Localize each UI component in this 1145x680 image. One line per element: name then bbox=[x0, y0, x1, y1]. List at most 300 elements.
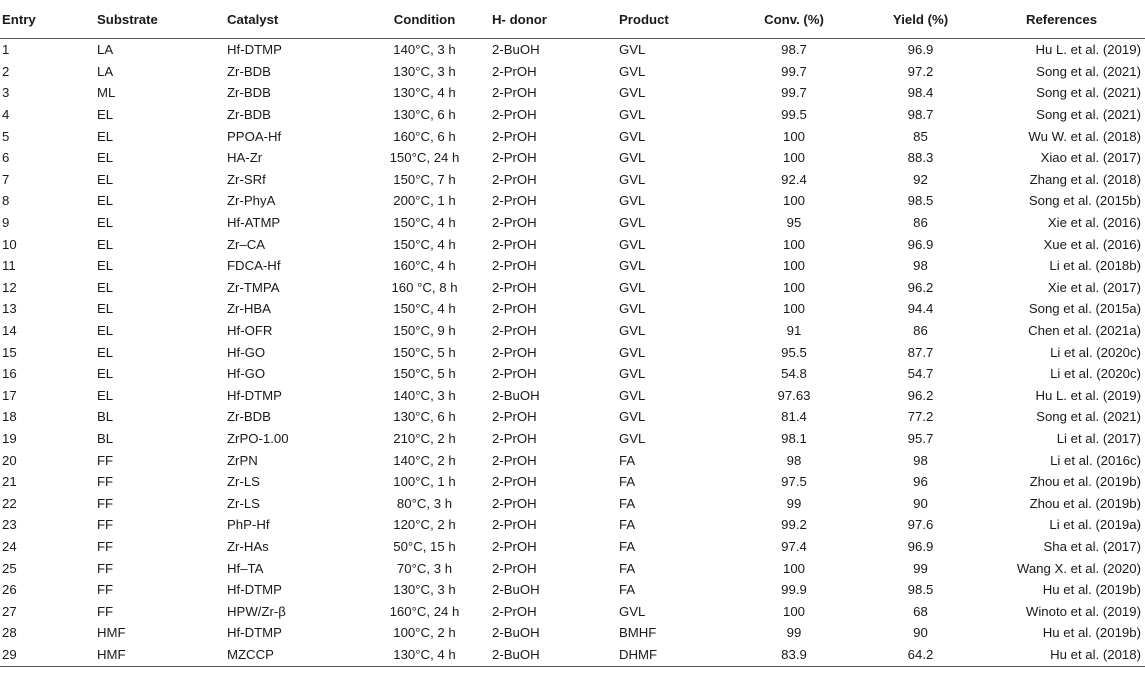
table-row bbox=[0, 428, 1145, 450]
h-donor-cell: 2-PrOH bbox=[492, 474, 537, 490]
reference-cell: Song et al. (2021) bbox=[1036, 409, 1141, 425]
substrate-cell: EL bbox=[97, 301, 114, 317]
table-row bbox=[0, 169, 1145, 191]
condition-cell: 130°C, 4 h bbox=[393, 85, 456, 101]
substrate-cell: EL bbox=[97, 366, 114, 382]
reference-cell: Chen et al. (2021a) bbox=[1028, 323, 1141, 339]
reference-cell: Li et al. (2017) bbox=[1056, 430, 1141, 446]
header-references: References bbox=[982, 0, 1145, 39]
substrate-cell: EL bbox=[97, 128, 114, 144]
table-row bbox=[0, 644, 1145, 667]
h-donor-cell: 2-PrOH bbox=[492, 344, 537, 360]
substrate-cell: EL bbox=[97, 344, 114, 360]
catalyst-cell: Zr-SRf bbox=[227, 171, 266, 187]
reference-cell: Hu et al. (2019b) bbox=[1042, 582, 1141, 598]
table-row bbox=[0, 385, 1145, 407]
h-donor-cell: 2-PrOH bbox=[492, 560, 537, 576]
table-row bbox=[0, 104, 1145, 126]
substrate-cell: EL bbox=[97, 107, 114, 123]
condition-cell: 150°C, 7 h bbox=[393, 171, 456, 187]
condition-cell: 150°C, 4 h bbox=[393, 236, 456, 252]
reference-cell: Li et al. (2020c) bbox=[1050, 366, 1141, 382]
substrate-cell: BL bbox=[97, 409, 114, 425]
reference-cell: Sha et al. (2017) bbox=[1043, 538, 1141, 554]
table-row bbox=[0, 125, 1145, 147]
reference-cell: Li et al. (2018b) bbox=[1049, 258, 1141, 274]
condition-cell: 150°C, 24 h bbox=[389, 150, 460, 166]
conversion-cell: 100 bbox=[782, 128, 805, 144]
catalyst-cell: Hf-DTMP bbox=[227, 625, 282, 641]
yield-cell: 96 bbox=[913, 474, 928, 490]
condition-cell: 150°C, 4 h bbox=[393, 215, 456, 231]
table-row bbox=[0, 449, 1145, 471]
yield-cell: 96.9 bbox=[907, 42, 934, 58]
catalyst-cell: Zr–CA bbox=[227, 236, 266, 252]
condition-cell: 120°C, 2 h bbox=[393, 517, 456, 533]
entry-cell: 16 bbox=[2, 366, 17, 382]
table-row bbox=[0, 514, 1145, 536]
entry-cell: 5 bbox=[2, 128, 10, 144]
entry-cell: 20 bbox=[2, 452, 17, 468]
catalyst-cell: Hf-GO bbox=[227, 344, 266, 360]
h-donor-cell: 2-PrOH bbox=[492, 603, 537, 619]
entry-cell: 17 bbox=[2, 387, 17, 403]
conversion-cell: 100 bbox=[782, 560, 805, 576]
substrate-cell: FF bbox=[97, 517, 114, 533]
h-donor-cell: 2-PrOH bbox=[492, 323, 537, 339]
h-donor-cell: 2-PrOH bbox=[492, 409, 537, 425]
h-donor-cell: 2-BuOH bbox=[492, 42, 540, 58]
h-donor-cell: 2-PrOH bbox=[492, 495, 537, 511]
reference-cell: Zhou et al. (2019b) bbox=[1029, 495, 1141, 511]
conversion-cell: 100 bbox=[782, 301, 805, 317]
yield-cell: 96.2 bbox=[907, 387, 934, 403]
conversion-cell: 98 bbox=[786, 452, 802, 468]
reference-cell: Xie et al. (2016) bbox=[1047, 215, 1141, 231]
h-donor-cell: 2-BuOH bbox=[492, 644, 619, 667]
yield-cell: 90 bbox=[913, 625, 928, 641]
yield-cell: 97.2 bbox=[907, 63, 934, 79]
header-row bbox=[0, 0, 1145, 39]
header-substrate: Substrate bbox=[97, 0, 227, 39]
conversion-cell: 97.5 bbox=[781, 474, 807, 490]
product-cell: FA bbox=[619, 474, 636, 490]
product-cell: FA bbox=[619, 560, 636, 576]
substrate-cell: FF bbox=[97, 474, 114, 490]
yield-cell: 68 bbox=[913, 603, 928, 619]
table-row bbox=[0, 536, 1145, 558]
entry-cell: 18 bbox=[2, 409, 17, 425]
yield-cell: 96.9 bbox=[907, 236, 934, 252]
entry-cell: 19 bbox=[2, 430, 17, 446]
table-row bbox=[0, 255, 1145, 277]
yield-cell: 98 bbox=[913, 258, 928, 274]
condition-cell: 70°C, 3 h bbox=[396, 560, 453, 576]
entry-cell: 27 bbox=[2, 603, 17, 619]
table-row bbox=[0, 557, 1145, 579]
condition-cell: 100°C, 1 h bbox=[393, 474, 456, 490]
catalyst-cell: Zr-BDB bbox=[227, 409, 271, 425]
condition-cell: 140°C, 2 h bbox=[393, 452, 456, 468]
catalyst-cell: Zr-TMPA bbox=[227, 279, 280, 295]
catalyst-cell: Zr-LS bbox=[227, 474, 260, 490]
conversion-cell: 54.8 bbox=[781, 366, 807, 382]
entry-cell: 9 bbox=[2, 215, 10, 231]
table-row bbox=[0, 277, 1145, 299]
yield-cell: 54.7 bbox=[907, 366, 934, 382]
yield-cell: 88.3 bbox=[907, 150, 934, 166]
conversion-cell: 95 bbox=[786, 215, 802, 231]
header-catalyst: Catalyst bbox=[227, 0, 357, 39]
conversion-cell: 91 bbox=[786, 323, 802, 339]
yield-cell: 98.5 bbox=[907, 193, 934, 209]
condition-cell: 130°C, 6 h bbox=[393, 409, 456, 425]
header-conversion: Conv. (%) bbox=[729, 0, 859, 39]
yield-cell: 96.2 bbox=[907, 279, 934, 295]
h-donor-cell: 2-PrOH bbox=[492, 366, 537, 382]
substrate-cell: LA bbox=[97, 63, 114, 79]
yield-cell: 94.4 bbox=[907, 301, 934, 317]
conversion-cell: 92.4 bbox=[781, 171, 807, 187]
catalyst-cell: Zr-PhyA bbox=[227, 193, 276, 209]
entry-cell: 7 bbox=[2, 171, 10, 187]
entry-cell: 2 bbox=[2, 63, 10, 79]
h-donor-cell: 2-PrOH bbox=[492, 107, 537, 123]
entry-cell: 11 bbox=[2, 258, 16, 274]
reference-cell: Song et al. (2021) bbox=[1036, 107, 1141, 123]
yield-cell: 99 bbox=[913, 560, 928, 576]
conversion-cell: 98.7 bbox=[781, 42, 807, 58]
substrate-cell: HMF bbox=[97, 644, 227, 667]
product-cell: GVL bbox=[619, 236, 646, 252]
catalyst-cell: Hf-OFR bbox=[227, 323, 273, 339]
product-cell: GVL bbox=[619, 258, 646, 274]
table-row bbox=[0, 61, 1145, 83]
product-cell: GVL bbox=[619, 603, 646, 619]
reference-cell: Song et al. (2021) bbox=[1036, 63, 1141, 79]
substrate-cell: EL bbox=[97, 279, 114, 295]
entry-cell: 14 bbox=[2, 323, 17, 339]
catalyst-cell: PPOA-Hf bbox=[227, 128, 282, 144]
reference-cell: Wu W. et al. (2018) bbox=[1028, 128, 1141, 144]
table-row bbox=[0, 39, 1145, 61]
conversion-cell: 100 bbox=[782, 150, 805, 166]
conversion-cell: 99.5 bbox=[781, 107, 807, 123]
reference-cell: Zhang et al. (2018) bbox=[1029, 171, 1141, 187]
entry-cell: 13 bbox=[2, 301, 17, 317]
entry-cell: 25 bbox=[2, 560, 17, 576]
yield-cell: 95.7 bbox=[907, 430, 934, 446]
product-cell: FA bbox=[619, 538, 636, 554]
table-row bbox=[0, 147, 1145, 169]
yield-cell: 64.2 bbox=[859, 644, 982, 667]
reference-cell: Song et al. (2015a) bbox=[1028, 301, 1141, 317]
reference-cell: Hu L. et al. (2019) bbox=[1035, 42, 1141, 58]
table-row bbox=[0, 82, 1145, 104]
condition-cell: 130°C, 6 h bbox=[393, 107, 456, 123]
reference-cell: Li et al. (2020c) bbox=[1050, 344, 1141, 360]
conversion-cell: 98.1 bbox=[781, 430, 807, 446]
entry-cell: 24 bbox=[2, 538, 17, 554]
conversion-cell: 100 bbox=[782, 193, 805, 209]
reference-cell: Xue et al. (2016) bbox=[1043, 236, 1141, 252]
header-yield: Yield (%) bbox=[859, 0, 982, 39]
catalyst-cell: Zr-HBA bbox=[227, 301, 271, 317]
yield-cell: 92 bbox=[913, 171, 928, 187]
condition-cell: 140°C, 3 h bbox=[393, 387, 456, 403]
yield-cell: 98.7 bbox=[907, 107, 934, 123]
product-cell: GVL bbox=[619, 279, 646, 295]
yield-cell: 90 bbox=[913, 495, 928, 511]
condition-cell: 150°C, 5 h bbox=[393, 366, 456, 382]
product-cell: GVL bbox=[619, 171, 646, 187]
condition-cell: 50°C, 15 h bbox=[393, 538, 456, 554]
entry-cell: 21 bbox=[2, 474, 17, 490]
h-donor-cell: 2-PrOH bbox=[492, 236, 537, 252]
product-cell: GVL bbox=[619, 63, 646, 79]
product-cell: FA bbox=[619, 495, 636, 511]
substrate-cell: HMF bbox=[97, 625, 126, 641]
entry-cell: 12 bbox=[2, 279, 17, 295]
product-cell: GVL bbox=[619, 430, 646, 446]
product-cell: GVL bbox=[619, 215, 646, 231]
entry-cell: 1 bbox=[2, 42, 10, 58]
entry-cell: 26 bbox=[2, 582, 17, 598]
catalyst-cell: Hf-DTMP bbox=[227, 582, 282, 598]
catalyst-cell: Zr-BDB bbox=[227, 85, 271, 101]
substrate-cell: FF bbox=[97, 452, 114, 468]
condition-cell: 150°C, 5 h bbox=[393, 344, 456, 360]
condition-cell: 100°C, 2 h bbox=[393, 625, 456, 641]
header-h-donor: H- donor bbox=[492, 0, 619, 39]
entry-cell: 4 bbox=[2, 107, 10, 123]
reference-cell: Song et al. (2021) bbox=[1036, 85, 1141, 101]
catalyst-cell: ZrPN bbox=[227, 452, 258, 468]
reference-cell: Song et al. (2015b) bbox=[1028, 193, 1141, 209]
header-entry: Entry bbox=[0, 0, 97, 39]
conversion-cell: 100 bbox=[782, 258, 805, 274]
yield-cell: 77.2 bbox=[907, 409, 934, 425]
table-row bbox=[0, 341, 1145, 363]
substrate-cell: EL bbox=[97, 215, 114, 231]
substrate-cell: EL bbox=[97, 236, 114, 252]
product-cell: FA bbox=[619, 452, 636, 468]
catalyst-cell: Hf-DTMP bbox=[227, 42, 282, 58]
h-donor-cell: 2-PrOH bbox=[492, 538, 537, 554]
table-row bbox=[0, 579, 1145, 601]
product-cell: FA bbox=[619, 517, 636, 533]
yield-cell: 98.5 bbox=[907, 582, 934, 598]
entry-cell: 23 bbox=[2, 517, 17, 533]
product-cell: GVL bbox=[619, 301, 646, 317]
condition-cell: 160°C, 4 h bbox=[393, 258, 456, 274]
catalyst-cell: FDCA-Hf bbox=[227, 258, 281, 274]
reference-cell: Winoto et al. (2019) bbox=[1025, 603, 1141, 619]
substrate-cell: ML bbox=[97, 85, 116, 101]
substrate-cell: EL bbox=[97, 258, 114, 274]
yield-cell: 97.6 bbox=[907, 517, 934, 533]
catalyst-cell: HPW/Zr-β bbox=[227, 603, 286, 619]
substrate-cell: BL bbox=[97, 430, 114, 446]
h-donor-cell: 2-BuOH bbox=[492, 582, 540, 598]
h-donor-cell: 2-PrOH bbox=[492, 430, 537, 446]
conversion-cell: 100 bbox=[782, 279, 805, 295]
header-condition: Condition bbox=[357, 0, 492, 39]
conversion-cell: 97.63 bbox=[777, 387, 811, 403]
h-donor-cell: 2-PrOH bbox=[492, 279, 537, 295]
reference-cell: Li et al. (2016c) bbox=[1050, 452, 1141, 468]
table-row bbox=[0, 406, 1145, 428]
condition-cell: 200°C, 1 h bbox=[393, 193, 456, 209]
reference-cell: Hu L. et al. (2019) bbox=[1035, 387, 1141, 403]
product-cell: DHMF bbox=[619, 644, 729, 667]
table-row bbox=[0, 622, 1145, 644]
substrate-cell: FF bbox=[97, 582, 114, 598]
catalyst-cell: Zr-BDB bbox=[227, 63, 271, 79]
reference-cell: Li et al. (2019a) bbox=[1049, 517, 1141, 533]
catalyst-cell: Hf-GO bbox=[227, 366, 266, 382]
h-donor-cell: 2-PrOH bbox=[492, 150, 537, 166]
table-row bbox=[0, 492, 1145, 514]
h-donor-cell: 2-BuOH bbox=[492, 625, 540, 641]
reference-cell: Xiao et al. (2017) bbox=[1040, 150, 1141, 166]
substrate-cell: EL bbox=[97, 150, 114, 166]
yield-cell: 86 bbox=[913, 215, 928, 231]
product-cell: GVL bbox=[619, 387, 646, 403]
table-row bbox=[0, 600, 1145, 622]
catalyst-cell: Zr-BDB bbox=[227, 107, 271, 123]
product-cell: FA bbox=[619, 582, 636, 598]
yield-cell: 87.7 bbox=[907, 344, 934, 360]
condition-cell: 150°C, 9 h bbox=[393, 323, 456, 339]
yield-cell: 98.4 bbox=[907, 85, 934, 101]
table-row bbox=[0, 233, 1145, 255]
condition-cell: 160°C, 24 h bbox=[389, 603, 460, 619]
product-cell: GVL bbox=[619, 344, 646, 360]
product-cell: GVL bbox=[619, 107, 646, 123]
condition-cell: 130°C, 3 h bbox=[393, 582, 456, 598]
conversion-cell: 99.9 bbox=[781, 582, 807, 598]
h-donor-cell: 2-PrOH bbox=[492, 85, 537, 101]
h-donor-cell: 2-PrOH bbox=[492, 258, 537, 274]
table-row bbox=[0, 190, 1145, 212]
conversion-cell: 81.4 bbox=[781, 409, 807, 425]
product-cell: GVL bbox=[619, 409, 646, 425]
catalyst-cell: Zr-LS bbox=[227, 495, 260, 511]
h-donor-cell: 2-PrOH bbox=[492, 517, 537, 533]
conversion-cell: 83.9 bbox=[729, 644, 859, 667]
reference-cell: Hu et al. (2019b) bbox=[1042, 625, 1141, 641]
conversion-cell: 97.4 bbox=[781, 538, 807, 554]
product-cell: GVL bbox=[619, 323, 646, 339]
substrate-cell: FF bbox=[97, 603, 114, 619]
h-donor-cell: 2-BuOH bbox=[492, 387, 540, 403]
entry-cell: 6 bbox=[2, 150, 10, 166]
catalyst-cell: MZCCP bbox=[227, 644, 357, 667]
reference-cell: Xie et al. (2017) bbox=[1047, 279, 1141, 295]
h-donor-cell: 2-PrOH bbox=[492, 171, 537, 187]
h-donor-cell: 2-PrOH bbox=[492, 128, 537, 144]
conversion-cell: 99 bbox=[786, 495, 802, 511]
condition-cell: 160°C, 6 h bbox=[393, 128, 456, 144]
conversion-cell: 100 bbox=[782, 236, 805, 252]
reference-cell: Wang X. et al. (2020) bbox=[1016, 560, 1141, 576]
conversion-cell: 99.7 bbox=[781, 85, 807, 101]
substrate-cell: LA bbox=[97, 42, 114, 58]
reference-cell: Zhou et al. (2019b) bbox=[1029, 474, 1141, 490]
table-row bbox=[0, 212, 1145, 234]
yield-cell: 96.9 bbox=[907, 538, 934, 554]
entry-cell: 15 bbox=[2, 344, 17, 360]
conversion-cell: 100 bbox=[782, 603, 805, 619]
entry-cell: 22 bbox=[2, 495, 17, 511]
yield-cell: 86 bbox=[913, 323, 928, 339]
h-donor-cell: 2-PrOH bbox=[492, 452, 537, 468]
table-row bbox=[0, 298, 1145, 320]
h-donor-cell: 2-PrOH bbox=[492, 193, 537, 209]
product-cell: GVL bbox=[619, 193, 646, 209]
table-row bbox=[0, 320, 1145, 342]
catalyst-cell: Hf–TA bbox=[227, 560, 264, 576]
substrate-cell: FF bbox=[97, 560, 114, 576]
reference-cell: Hu et al. (2018) bbox=[982, 644, 1145, 667]
table-header bbox=[0, 0, 1145, 39]
catalyst-cell: Hf-DTMP bbox=[227, 387, 282, 403]
condition-cell: 140°C, 3 h bbox=[393, 42, 456, 58]
substrate-cell: EL bbox=[97, 193, 114, 209]
conversion-cell: 95.5 bbox=[781, 344, 807, 360]
conversion-cell: 99.7 bbox=[781, 63, 807, 79]
condition-cell: 210°C, 2 h bbox=[393, 430, 456, 446]
conversion-cell: 99 bbox=[786, 625, 802, 641]
condition-cell: 130°C, 4 h bbox=[357, 644, 492, 667]
catalyst-cell: ZrPO-1.00 bbox=[227, 430, 289, 446]
table-body bbox=[0, 39, 1145, 667]
product-cell: GVL bbox=[619, 366, 646, 382]
condition-cell: 130°C, 3 h bbox=[393, 63, 456, 79]
product-cell: GVL bbox=[619, 150, 646, 166]
yield-cell: 98 bbox=[913, 452, 928, 468]
substrate-cell: EL bbox=[97, 387, 114, 403]
h-donor-cell: 2-PrOH bbox=[492, 215, 537, 231]
condition-cell: 80°C, 3 h bbox=[396, 495, 453, 511]
substrate-cell: EL bbox=[97, 323, 114, 339]
condition-cell: 160 °C, 8 h bbox=[391, 279, 458, 295]
substrate-cell: FF bbox=[97, 495, 114, 511]
entry-cell: 10 bbox=[2, 236, 17, 252]
product-cell: BMHF bbox=[619, 625, 657, 641]
table-row bbox=[0, 363, 1145, 385]
h-donor-cell: 2-PrOH bbox=[492, 63, 537, 79]
product-cell: GVL bbox=[619, 42, 646, 58]
catalyst-cell: PhP-Hf bbox=[227, 517, 270, 533]
catalyst-cell: Zr-HAs bbox=[227, 538, 269, 554]
product-cell: GVL bbox=[619, 128, 646, 144]
entry-cell: 3 bbox=[2, 85, 10, 101]
entry-cell: 8 bbox=[2, 193, 10, 209]
h-donor-cell: 2-PrOH bbox=[492, 301, 537, 317]
entry-cell: 28 bbox=[2, 625, 17, 641]
yield-cell: 85 bbox=[913, 128, 928, 144]
condition-cell: 150°C, 4 h bbox=[393, 301, 456, 317]
product-cell: GVL bbox=[619, 85, 646, 101]
substrate-cell: FF bbox=[97, 538, 114, 554]
catalyst-cell: HA-Zr bbox=[227, 150, 263, 166]
entry-cell: 29 bbox=[0, 644, 97, 667]
header-product: Product bbox=[619, 0, 729, 39]
catalyst-cell: Hf-ATMP bbox=[227, 215, 281, 231]
conversion-cell: 99.2 bbox=[781, 517, 807, 533]
